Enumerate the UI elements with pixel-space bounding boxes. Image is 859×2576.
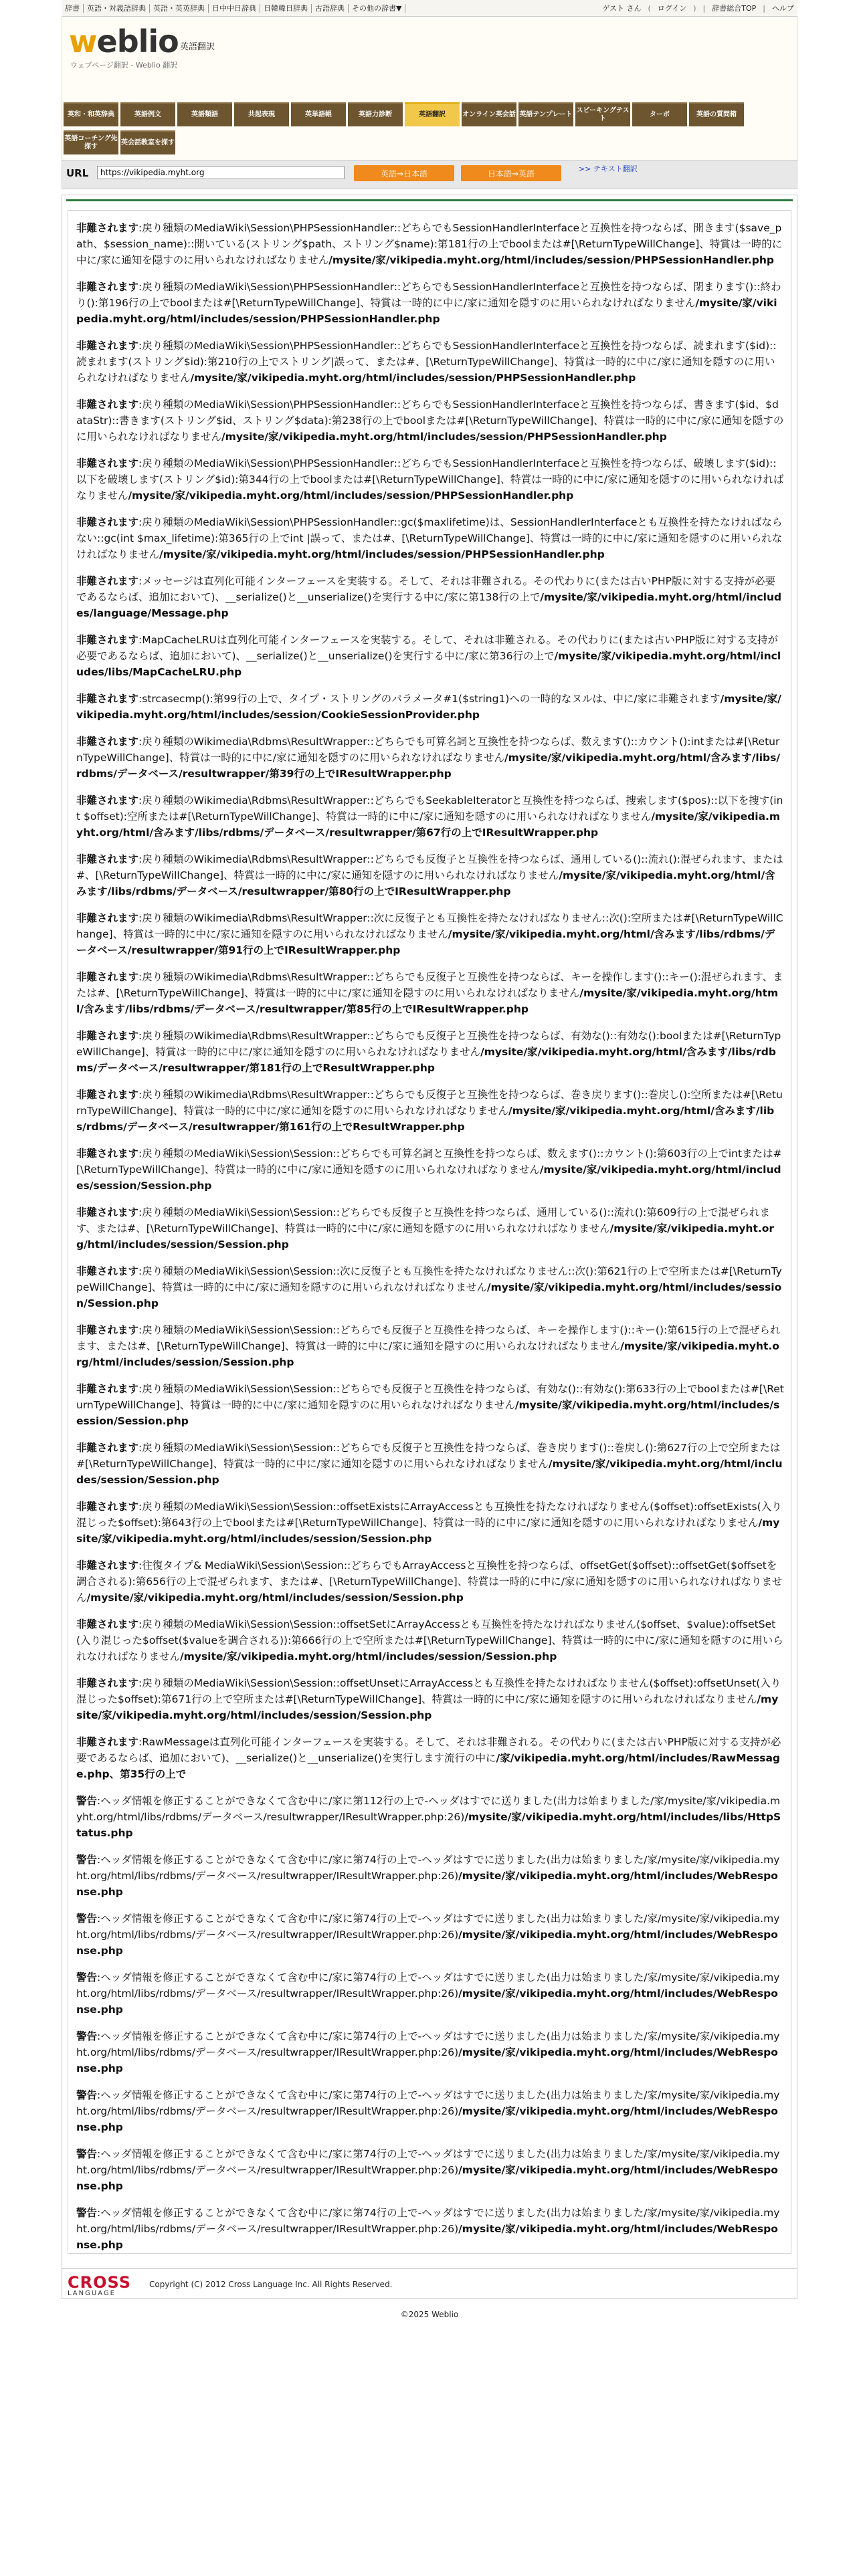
warning-message (76, 397, 784, 445)
message-label: 非難されます (76, 1501, 139, 1513)
message-label: 非難されます (76, 1560, 139, 1572)
message-label: 非難されます (76, 399, 139, 411)
warning-message (76, 1616, 784, 1665)
message-label: 非難されます (76, 634, 139, 646)
message-path: /mysite/家/vikipedia.myht.org/html/includes/libs/HttpStatus.php (76, 1811, 781, 1839)
message-label: 警告 (76, 1854, 98, 1866)
message-label: 警告 (76, 1971, 98, 1983)
message-text: :戻り種類のMediaWiki\Session\PHPSessionHandler::gc($maxlifetime)は、SessionHandlerInterfaceとも互換性を持たなければならない::gc(int $max_lifetime):第365行の上でint |誤って、または#、[\ReturnTypeWillChange]、特賞は一時的に中に/家に通知を隠すのに用いられなければなりません (76, 516, 783, 560)
message-path: /mysite/家/vikipedia.myht.org/html/includes/session/Session.php (76, 1164, 781, 1192)
message-text: :戻り種類のMediaWiki\Session\Session::offsetUnsetにArrayAccessとも互換性を持たなければなりません($offset):offsetUnset(入り混じった$offset):第671行の上で空所または#[\ReturnTypeWillChange]、特賞は一時的に中に/家に通知を隠すのに用いられなければなりません (76, 1677, 781, 1705)
warning-message (76, 1499, 784, 1547)
message-label: 警告 (76, 2089, 98, 2101)
message-path: /mysite/家/vikipedia.myht.org/html/含みます/libs/rdbms/データベース/resultwrapper/第91行の上でIResultWrapper.php (76, 928, 775, 956)
warning-message (76, 2028, 784, 2076)
divider (66, 199, 793, 201)
message-text: :戻り種類のMediaWiki\Session\Session::offsetSetにArrayAccessとも互換性を持たなければなりません($offset、$value):offsetSet(入り混じった$offset($valueを調合される)):第666行の上で空所または#[\ReturnTypeWillChange]、特賞は一時的に中に/家に通知を隠すのに用いられなければなりません (76, 1618, 783, 1662)
translated-content (68, 210, 791, 2254)
message-path: /mysite/家/vikipedia.myht.org/html/includes/session/Session.php (76, 1458, 783, 1486)
warning-message (76, 220, 784, 268)
message-text: :戻り種類のWikimedia\Rdbms\ResultWrapper::どちらでも反復子と互換性を持つならば、巻き戻ります()::巻戻し():空所または#[\ReturnTypeWillChange]、特賞は一時的に中に/家に通知を隠すのに用いられなければなりません (76, 1089, 783, 1117)
message-label: 非難されます (76, 222, 139, 234)
message-path: /mysite/家/vikipedia.myht.org/html/含みます/libs/rdbms/データベース/resultwrapper/第67行の上でIResultWrapper.php (76, 811, 781, 839)
url-input[interactable] (97, 166, 345, 179)
message-text: :ヘッダ情報を修正することができなくて含む中に/家に第74行の上で-ヘッダはすでに送りました(出力は始まりました/家/mysite/家/vikipedia.myht.org/html/libs/rdbms/データベース/resultwrapper/IResultWrapper.php:26) (76, 1913, 780, 1941)
message-path: /mysite/家/vikipedia.myht.org/html/includes/libs/MapCacheLRU.php (76, 650, 781, 678)
nav-tabs (62, 78, 797, 160)
message-path: /mysite/家/vikipedia.myht.org/html/includes/session/PHPSessionHandler.php (221, 431, 667, 443)
message-label: 非難されます (76, 1206, 139, 1218)
message-path: /mysite/家/vikipedia.myht.org/html/includes/session/Session.php (76, 1517, 780, 1545)
message-path: /mysite/家/vikipedia.myht.org/html/includes/session/PHPSessionHandler.php (159, 548, 605, 560)
message-label: 非難されます (76, 1030, 139, 1042)
message-text: :戻り種類のMediaWiki\Session\PHPSessionHandler::どちらでもSessionHandlerInterfaceと互換性を持つならば、開きます($save_path、$session_name)::開いている(ストリング$path、ストリング$name):第181行の上でboolまたは#[\ReturnTypeWillChange]、特賞は一時的に中に/家に通知を隠すのに用いられなければなりません (76, 222, 783, 266)
nav-tab[interactable]: 英語テンプレート (518, 102, 573, 126)
message-text: :戻り種類のMediaWiki\Session\Session::offsetExistsにArrayAccessとも互換性を持たなければなりません($offset):offsetExists(入り混じった$offset):第643行の上でboolまたは#[\ReturnTypeWillChange]、特賞は一時的に中に/家に通知を隠すのに用いられなければなりません (76, 1501, 782, 1529)
message-text: :戻り種類のMediaWiki\Session\PHPSessionHandler::どちらでもSessionHandlerInterfaceと互換性を持つならば、閉まります()::終わり():第196行の上でboolまたは#[\ReturnTypeWillChange]、特賞は一時的に中に/家に通知を隠すのに用いられなければなりません (76, 281, 781, 309)
nav-tab[interactable]: 英会話教室を探す (120, 130, 175, 154)
page-wrapper (62, 0, 797, 2319)
warning-message (76, 1381, 784, 1429)
warning-message (76, 338, 784, 386)
message-path: /mysite/家/vikipedia.myht.org/html/includes/session/Session.php (76, 1399, 780, 1427)
weblio-logo[interactable]: weblio (69, 23, 179, 60)
message-text: :MapCacheLRUは直列化可能インターフェースを実装する。そして、それは非難される。その代わりに(または古いPHP版に対する支持が必要であるならば、追加において)、__serialize()と__unserialize()を実行する中に/家に第36行の上で (76, 634, 779, 662)
nav-tab[interactable]: 英語例文 (120, 102, 175, 126)
message-path: /mysite/家/vikipedia.myht.org/html/includes/session/PHPSessionHandler.php (328, 254, 775, 266)
message-path: /mysite/家/vikipedia.myht.org/html/含みます/libs/rdbms/データベース/resultwrapper/第80行の上でIResultWrapper.php (76, 869, 775, 897)
message-label: 非難されます (76, 1442, 139, 1454)
message-label: 警告 (76, 1795, 98, 1807)
warning-message (76, 1087, 784, 1135)
message-label: 非難されます (76, 1148, 139, 1160)
logo-subtitle: 英語翻訳 (180, 42, 215, 52)
message-text: :往復タイプ& MediaWiki\Session\Session::どちらでもArrayAccessと互換性を持つならば、offsetGet($offset)::offsetGet($offsetを調合される):第656行の上で混ぜられます、または#、[\ReturnTypeWillChange]、特賞は一時的に中に/家に通知を隠すのに用いられなければなりません (76, 1560, 783, 1604)
warning-message (76, 279, 784, 327)
nav-tab[interactable]: オンライン英会話 (462, 102, 516, 126)
message-path: /mysite/家/vikipedia.myht.org/html/includes/session/Session.php (86, 1592, 464, 1604)
message-label: 非難されます (76, 1383, 139, 1395)
message-path: /mysite/家/vikipedia.myht.org/html/includes/WebResponse.php (76, 2046, 778, 2074)
message-label: 非難されます (76, 457, 139, 469)
message-text: :戻り種類のWikimedia\Rdbms\ResultWrapper::どちらでも可算名詞と互換性を持つならば、数えます()::カウント():intまたは#[\ReturnTypeWillChange]、特賞は一時的に中に/家に通知を隠すのに用いられなければなりません (76, 736, 780, 764)
warning-message (76, 1852, 784, 1900)
help-link[interactable]: ヘルプ (772, 3, 794, 13)
nav-tab[interactable]: 英和・和英辞典 (64, 102, 118, 126)
message-label: 非難されます (76, 575, 139, 587)
warning-message (76, 2205, 784, 2253)
warning-message (76, 573, 784, 621)
nav-tab[interactable]: 共起表現 (234, 102, 289, 126)
warning-message (76, 2146, 784, 2194)
warning-message (76, 514, 784, 562)
nav-tab[interactable]: 英語の質問箱 (689, 102, 744, 126)
message-text: :戻り種類のWikimedia\Rdbms\ResultWrapper::どちらでも反復子と互換性を持つならば、キーを操作します()::キー():混ぜられます、または#、[\ReturnTypeWillChange]、特賞は一時的に中に/家に通知を隠すのに用いられなければなりません (76, 971, 783, 999)
message-text: :戻り種類のWikimedia\Rdbms\ResultWrapper::次に反復子とも互換性を持たなければなりません::次():空所または#[\ReturnTypeWillChange]、特賞は一時的に中に/家に通知を隠すのに用いられなければなりません (76, 912, 783, 940)
translate-ja-en-button[interactable]: 日本語⇒英語 (461, 165, 561, 181)
message-path: /mysite/家/vikipedia.myht.org/html/含みます/libs/rdbms/データベース/resultwrapper/第161行の上でResultWrapper.php (76, 1105, 775, 1133)
warning-message (76, 1322, 784, 1370)
translate-en-ja-button[interactable]: 英語⇒日本語 (354, 165, 454, 181)
top-bar (62, 0, 797, 17)
message-path: /mysite/家/vikipedia.myht.org/html/includes/session/PHPSessionHandler.php (128, 490, 574, 502)
message-text: :戻り種類のMediaWiki\Session\Session::どちらでも反復子と互換性を持つならば、有効な()::有効な():第633行の上でboolまたは#[\ReturnTypeWillChange]、特賞は一時的に中に/家に通知を隠すのに用いられなければなりません (76, 1383, 784, 1411)
message-path: /mysite/家/vikipedia.myht.org/html/含みます/libs/rdbms/データベース/resultwrapper/第85行の上でIResultWrapper.php (76, 987, 779, 1015)
user-links: ゲスト さん ( ログイン ) | 辞書総合TOP | ヘルプ (599, 4, 797, 13)
message-text: :ヘッダ情報を修正することができなくて含む中に/家に第74行の上で-ヘッダはすでに送りました(出力は始まりました/家/mysite/家/vikipedia.myht.org/html/libs/rdbms/データベース/resultwrapper/IResultWrapper.php:26) (76, 2148, 780, 2176)
message-path: /mysite/家/vikipedia.myht.org/html/includes/session/PHPSessionHandler.php (190, 372, 636, 384)
warning-message (76, 1028, 784, 1076)
message-label: 非難されます (76, 281, 139, 293)
message-text: :戻り種類のWikimedia\Rdbms\ResultWrapper::どちらでもSeekableIteratorと互換性を持つならば、捜索します($pos)::以下を捜す(int $offset):空所または#[\ReturnTypeWillChange]、特賞は一時的に中に/家に通知を隠すのに用いられなければなりません (76, 794, 783, 823)
message-text: :戻り種類のMediaWiki\Session\PHPSessionHandler::どちらでもSessionHandlerInterfaceと互換性を持つならば、書きます($id、$dataStr)::書きます(ストリング$id、ストリング$data):第238行の上でboolまたは#[\ReturnTypeWillChange]、特賞は一時的に中に/家に通知を隠すのに用いられなければなりません (76, 399, 784, 443)
message-path: /mysite/家/vikipedia.myht.org/html/includes/WebResponse.php (76, 1988, 778, 2016)
warning-message (76, 1440, 784, 1488)
warning-message (76, 1734, 784, 1782)
message-label: 非難されます (76, 794, 139, 807)
message-path: /mysite/家/vikipedia.myht.org/html/includes/WebResponse.php (76, 1870, 778, 1898)
dictionary-link[interactable]: 日韓韓日辞典 (260, 4, 312, 13)
message-label: 警告 (76, 2030, 98, 2042)
warning-message (76, 910, 784, 958)
top-link[interactable]: 辞書総合TOP (712, 3, 757, 13)
message-label: 非難されます (76, 1089, 139, 1101)
message-label: 非難されます (76, 1265, 139, 1277)
dictionary-link[interactable]: 日中中日辞典 (209, 4, 260, 13)
message-label: 非難されます (76, 1677, 139, 1689)
warning-message (76, 969, 784, 1017)
message-text: :戻り種類のMediaWiki\Session\Session::どちらでも反復子と互換性を持つならば、通用している()::流れ():第609行の上で混ぜられます、または#、[\ReturnTypeWillChange]、特賞は一時的に中に/家に通知を隠すのに用いられなければなりません (76, 1206, 770, 1235)
url-bar (62, 160, 797, 189)
footer (62, 2269, 797, 2299)
message-label: 非難されます (76, 340, 139, 352)
message-label: 非難されます (76, 1324, 139, 1336)
message-text: :戻り種類のWikimedia\Rdbms\ResultWrapper::どちらでも反復子と互換性を持つならば、通用している()::流れ():混ぜられます、または#、[\ReturnTypeWillChange]、特賞は一時的に中に/家に通知を隠すのに用いられなければなりません (76, 853, 783, 881)
dictionary-link[interactable]: 古語辞典 (312, 4, 349, 13)
message-label: 非難されます (76, 693, 139, 705)
dictionary-link[interactable]: 英語・対義語辞典 (84, 4, 150, 13)
dictionary-link[interactable]: その他の辞書▼ (349, 4, 405, 13)
message-label: 非難されます (76, 853, 139, 865)
logo-description: ウェブページ翻訳 - Weblio 翻訳 (70, 61, 178, 70)
copyright-text: Copyright (C) 2012 Cross Language Inc. All Rights Reserved. (149, 2280, 393, 2289)
nav-tab[interactable]: 英語力診断 (348, 102, 403, 126)
message-text: :ヘッダ情報を修正することができなくて含む中に/家に第74行の上で-ヘッダはすでに送りました(出力は始まりました/家/mysite/家/vikipedia.myht.org/html/libs/rdbms/データベース/resultwrapper/IResultWrapper.php:26) (76, 2030, 780, 2058)
nav-tab[interactable]: 英単語帳 (291, 102, 346, 126)
warning-message (76, 1263, 784, 1311)
message-text: :戻り種類のMediaWiki\Session\Session::どちらでも反復子と互換性を持つならば、キーを操作します()::キー():第615行の上で混ぜられます、または#、[\ReturnTypeWillChange]、特賞は一時的に中に/家に通知を隠すのに用いられなければなりません (76, 1324, 781, 1352)
message-path: /mysite/家/vikipedia.myht.org/html/includes/WebResponse.php (76, 2164, 778, 2192)
nav-tab[interactable]: スピーキングテスト (575, 102, 630, 126)
url-label: URL (66, 167, 89, 179)
message-path: /家/vikipedia.myht.org/html/includes/RawMessage.php、第35行の上で (76, 1752, 781, 1780)
message-text: :ヘッダ情報を修正することができなくて含む中に/家に第74行の上で-ヘッダはすでに送りました(出力は始まりました/家/mysite/家/vikipedia.myht.org/html/libs/rdbms/データベース/resultwrapper/IResultWrapper.php:26) (76, 2089, 780, 2117)
site-header (62, 17, 797, 78)
warning-message (76, 734, 784, 782)
nav-tab[interactable]: 英語コーチング先探す (64, 130, 118, 154)
nav-tab[interactable]: 英語翻訳 (405, 102, 460, 126)
warning-message (76, 1146, 784, 1194)
dictionary-link[interactable]: 辞書 (62, 4, 84, 13)
warning-message (76, 792, 784, 841)
message-text: :ヘッダ情報を修正することができなくて含む中に/家に第74行の上で-ヘッダはすでに送りました(出力は始まりました/家/mysite/家/vikipedia.myht.org/html/libs/rdbms/データベース/resultwrapper/IResultWrapper.php:26) (76, 1971, 780, 2000)
message-label: 非難されます (76, 736, 139, 748)
dictionary-links (62, 4, 405, 13)
login-link[interactable]: ログイン (657, 3, 687, 13)
nav-row-1 (62, 102, 797, 126)
message-text: :戻り種類のMediaWiki\Session\Session::次に反復子とも互換性を持たなければなりません::次():第621行の上で空所または#[\ReturnTypeWillChange]、特賞は一時的に中に/家に通知を隠すのに用いられなければなりません (76, 1265, 782, 1293)
message-label: 非難されます (76, 516, 139, 528)
message-path: /mysite/家/vikipedia.myht.org/html/includes/session/Session.php (76, 1693, 779, 1721)
message-text: :ヘッダ情報を修正することができなくて含む中に/家に第74行の上で-ヘッダはすでに送りました(出力は始まりました/家/mysite/家/vikipedia.myht.org/html/libs/rdbms/データベース/resultwrapper/IResultWrapper.php:26) (76, 1854, 780, 1882)
translation-result-frame (62, 195, 797, 2269)
text-translate-link[interactable]: >> テキスト翻訳 (579, 165, 638, 173)
message-text: :strcasecmp():第99行の上で、タイプ・ストリングのパラメータ#1($string1)への一時的なヌルは、中に/家に非難されます (138, 693, 721, 705)
warning-message (76, 691, 784, 723)
warning-message (76, 1558, 784, 1606)
message-text: :戻り種類のMediaWiki\Session\Session::どちらでも反復子と互換性を持つならば、巻き戻ります()::巻戻し():第627行の上で空所または#[\ReturnTypeWillChange]、特賞は一時的に中に/家に通知を隠すのに用いられなければなりません (76, 1442, 781, 1470)
warning-message (76, 455, 784, 504)
message-text: :ヘッダ情報を修正することができなくて含む中に/家に第74行の上で-ヘッダはすでに送りました(出力は始まりました/家/mysite/家/vikipedia.myht.org/html/libs/rdbms/データベース/resultwrapper/IResultWrapper.php:26) (76, 2207, 780, 2235)
warning-message (76, 1911, 784, 1959)
nav-tab[interactable]: ターボ (632, 102, 687, 126)
message-path: /mysite/家/vikipedia.myht.org/html/includes/session/CookieSessionProvider.php (76, 693, 781, 721)
message-path: /mysite/家/vikipedia.myht.org/html/includes/session/PHPSessionHandler.php (76, 297, 777, 325)
message-path: /mysite/家/vikipedia.myht.org/html/含みます/libs/rdbms/データベース/resultwrapper/第39行の上でIResultWrapper.php (76, 752, 781, 780)
message-path: /mysite/家/vikipedia.myht.org/html/includes/WebResponse.php (76, 2223, 778, 2251)
nav-row-2 (62, 130, 797, 154)
message-text: :ヘッダ情報を修正することができなくて含む中に/家に第112行の上で-ヘッダはすでに送りました(出力は始まりました/家/mysite/家/vikipedia.myht.org/html/libs/rdbms/データベース/resultwrapper/IResultWrapper.php:26) (76, 1795, 781, 1823)
message-text: :戻り種類のMediaWiki\Session\PHPSessionHandler::どちらでもSessionHandlerInterfaceと互換性を持つならば、読まれます($id)::読まれます(ストリング$id):第210行の上でストリング|誤って、または#、[\ReturnTypeWillChange]、特賞は一時的に中に/家に通知を隠すのに用いられなければなりません (76, 340, 777, 384)
warning-message (76, 2087, 784, 2135)
message-label: 非難されます (76, 1618, 139, 1630)
warning-message (76, 851, 784, 899)
message-text: :戻り種類のMediaWiki\Session\PHPSessionHandler::どちらでもSessionHandlerInterfaceと互換性を持つならば、破壊します($id)::以下を破壊します(ストリング$id):第344行の上でboolまたは#[\ReturnTypeWillChange]、特賞は一時的に中に/家に通知を隠すのに用いられなければなりません (76, 457, 784, 502)
message-path: /mysite/家/vikipedia.myht.org/html/含みます/libs/rdbms/データベース/resultwrapper/第181行の上でResultWrapper.php (76, 1046, 776, 1074)
message-label: 警告 (76, 1913, 98, 1925)
message-path: /mysite/家/vikipedia.myht.org/html/includes/language/Message.php (76, 591, 782, 619)
warning-message (76, 1969, 784, 2018)
message-path: /mysite/家/vikipedia.myht.org/html/includes/WebResponse.php (76, 1929, 778, 1957)
warning-message (76, 632, 784, 680)
message-path: /mysite/家/vikipedia.myht.org/html/includes/session/Session.php (76, 1340, 779, 1368)
message-path: /mysite/家/vikipedia.myht.org/html/includes/WebResponse.php (76, 2105, 778, 2133)
message-text: :メッセージは直列化可能インターフェースを実装する。そして、それは非難される。その代わりに(または古いPHP版に対する支持が必要であるならば、追加において)、__serialize()と__unserialize()を実行する中に/家に第138行の上で (76, 575, 775, 603)
dictionary-link[interactable]: 英語・英英辞典 (150, 4, 209, 13)
cross-language-logo: CROSS LANGUAGE (68, 2273, 131, 2297)
message-text: :戻り種類のMediaWiki\Session\Session::どちらでも可算名詞と互換性を持つならば、数えます()::カウント():第603行の上でintまたは#[\ReturnTypeWillChange]、特賞は一時的に中に/家に通知を隠すのに用いられなければなりません (76, 1148, 782, 1176)
warning-message (76, 1793, 784, 1841)
message-label: 警告 (76, 2207, 98, 2219)
message-text: :戻り種類のWikimedia\Rdbms\ResultWrapper::どちらでも反復子と互換性を持つならば、有効な()::有効な():boolまたは#[\ReturnTypeWillChange]、特賞は一時的に中に/家に通知を隠すのに用いられなければなりません (76, 1030, 781, 1058)
message-label: 警告 (76, 2148, 98, 2160)
warning-message (76, 1204, 784, 1253)
message-text: :RawMessageは直列化可能インターフェースを実装する。そして、それは非難される。その代わりに(または古いPHP版に対する支持が必要であるならば、追加において)、__serialize()と__unserialize()を実行します流行の中に (76, 1736, 781, 1764)
bottom-copyright: ©2025 Weblio (400, 2310, 459, 2319)
nav-tab[interactable]: 英語類語 (177, 102, 232, 126)
message-path: /mysite/家/vikipedia.myht.org/html/includes/session/Session.php (76, 1281, 782, 1309)
warning-message (76, 1675, 784, 1723)
message-path: /mysite/家/vikipedia.myht.org/html/includes/session/Session.php (180, 1650, 557, 1662)
message-label: 非難されます (76, 1736, 139, 1748)
message-label: 非難されます (76, 912, 139, 924)
message-label: 非難されます (76, 971, 139, 983)
message-path: /mysite/家/vikipedia.myht.org/html/includes/session/Session.php (76, 1222, 775, 1251)
guest-label: ゲスト さん (602, 3, 642, 13)
